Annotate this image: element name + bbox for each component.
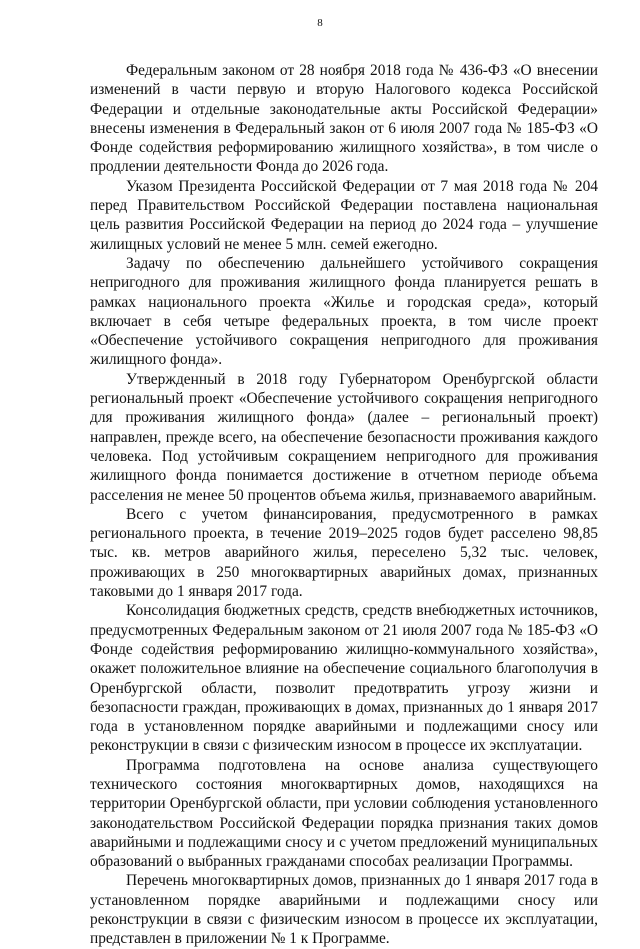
page-number: 8 bbox=[317, 17, 323, 29]
paragraph-4: Утвержденный в 2018 году Губернатором Оренбургской области региональный проект «Обеспечение устойчивого сокращения непригодного для проживания жилищного фонда» (далее – региональный проект) направлен, прежде всего, на обеспечение безопасности проживания каждого человека. Под устойчивым сокращением непригодного для проживания жилищного фонда понимается достижение в отчетном периоде объема расселения не менее 50 процентов объема жилья, признаваемого аварийным. bbox=[90, 370, 598, 504]
paragraph-5: Всего с учетом финансирования, предусмотренного в рамках регионального проекта, в течение 2019–2025 годов будет расселено 98,85 тыс. кв. метров аварийного жилья, переселено 5,32 тыс. человек, проживающих в 250 многоквартирных аварийных домах, признанных таковыми до 1 января 2017 года. bbox=[90, 505, 598, 601]
paragraph-8: Перечень многоквартирных домов, признанных до 1 января 2017 года в установленном порядке аварийными и подлежащими сносу или реконструкции в связи с физическим износом в процессе их эксплуатации, представлен в приложении № 1 к Программе. bbox=[90, 872, 598, 948]
paragraph-1: Федеральным законом от 28 ноября 2018 года № 436-ФЗ «О внесении изменений в части первую и вторую Налогового кодекса Российской Федерации и отдельные законодательные акты Российской Федерации» внесены изменения в Федеральный закон от 6 июля 2007 года № 185-ФЗ «О Фонде содействия реформированию жилищного хозяйства», в том числе о продлении деятельности Фонда до 2026 года. bbox=[90, 62, 598, 176]
paragraph-2: Указом Президента Российской Федерации от 7 мая 2018 года № 204 перед Правительством Российской Федерации поставлена национальная цель развития Российской Федерации на период до 2024 года – улучшение жилищных условий не менее 5 млн. семей ежегодно. bbox=[90, 177, 598, 253]
paragraph-3: Задачу по обеспечению дальнейшего устойчивого сокращения непригодного для проживания жилищного фонда планируется решать в рамках национального проекта «Жилье и городская среда», который включает в себя четыре федеральных проекта, в том числе проект «Обеспечение устойчивого сокращения непригодного для проживания жилищного фонда». bbox=[90, 254, 598, 369]
paragraph-7: Программа подготовлена на основе анализа существующего технического состояния многоквартирных домов, находящихся на территории Оренбургской области, при условии соблюдения установленного законодательством Российской Федерации порядка признания таких домов аварийными и подлежащими сносу и с учетом предложений муниципальных образований о выбранных гражданами способах реализации Программы. bbox=[90, 756, 598, 871]
paragraph-6: Консолидация бюджетных средств, средств внебюджетных источников, предусмотренных Федеральным законом от 21 июля 2007 года № 185-ФЗ «О Фонде содействия реформированию жилищно-коммунального хозяйства», окажет положительное влияние на обеспечение социального благополучия в Оренбургской области, позволит предотвратить угрозу жизни и безопасности граждан, проживающих в домах, признанных до 1 января 2017 года в установленном порядке аварийными и подлежащими сносу или реконструкции в связи с физическим износом в процессе их эксплуатации. bbox=[90, 602, 598, 755]
document-body bbox=[90, 61, 598, 949]
